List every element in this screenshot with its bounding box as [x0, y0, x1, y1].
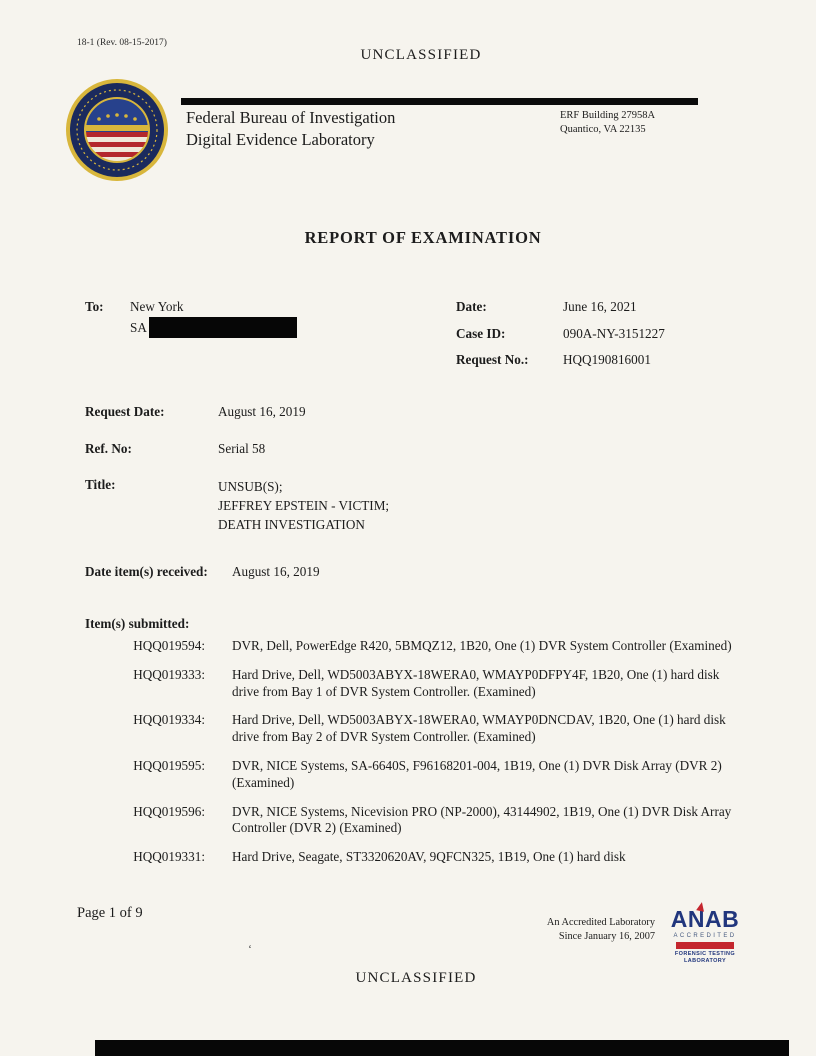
- division-name: Digital Evidence Laboratory: [186, 130, 375, 149]
- anab-accredited-label: ACCREDITED: [673, 933, 737, 939]
- header-rule: [181, 98, 698, 105]
- scan-artifact-mark: ‘: [248, 942, 252, 956]
- anab-flame-icon: [696, 901, 706, 911]
- case-id-label: Case ID:: [456, 326, 506, 341]
- fbi-seal-icon: [65, 78, 169, 182]
- page-number: Page 1 of 9: [77, 905, 143, 921]
- form-number: 18-1 (Rev. 08-15-2017): [77, 38, 167, 48]
- item-row: [85, 712, 735, 746]
- item-description: Hard Drive, Dell, WD5003ABYX-18WERA0, WMAYP0DFPY4F, 1B20, One (1) hard disk drive from Bay 1 of DVR System Controller. (Examined): [232, 666, 720, 699]
- report-title: [0, 228, 816, 248]
- item-id: HQQ019334:: [133, 712, 205, 728]
- classification-footer-text: UNCLASSIFIED: [355, 970, 477, 986]
- accreditation-note: [470, 916, 655, 944]
- item-description: Hard Drive, Dell, WD5003ABYX-18WERA0, WMAYP0DNCDAV, 1B20, One (1) hard disk drive from Bay 2 of DVR System Controller. (Examined): [232, 712, 726, 745]
- anab-logo: [661, 906, 749, 964]
- item-description: DVR, NICE Systems, SA-6640S, F96168201-004, 1B19, One (1) DVR Disk Array (DVR 2) (Examined): [232, 757, 722, 790]
- lab-address-line1: ERF Building 27958A: [560, 110, 656, 121]
- request-no-label: Request No.:: [456, 352, 529, 367]
- case-title-line1: UNSUB(S);: [218, 479, 283, 494]
- case-title-line2: JEFFREY EPSTEIN - VICTIM;: [218, 498, 390, 514]
- agency-name: Federal Bureau of Investigation: [186, 108, 396, 127]
- item-row: [85, 849, 735, 866]
- report-title-text: REPORT OF EXAMINATION: [304, 228, 542, 247]
- ref-no-value: Serial 58: [218, 441, 266, 456]
- item-row: [85, 804, 735, 838]
- request-date-value: August 16, 2019: [218, 404, 306, 419]
- to-label: To:: [85, 299, 104, 314]
- case-title-line3: DEATH INVESTIGATION: [218, 517, 365, 533]
- lab-address: [560, 109, 655, 136]
- classification-footer: [0, 970, 816, 987]
- item-row: [85, 758, 735, 792]
- accreditation-line1: An Accredited Laboratory: [546, 917, 655, 928]
- item-id: HQQ019594:: [133, 638, 205, 653]
- date-label: Date:: [456, 299, 487, 314]
- item-row: [85, 667, 735, 701]
- item-description: Hard Drive, Seagate, ST3320620AV, 9QFCN325, 1B19, One (1) hard disk: [232, 849, 626, 865]
- item-id: HQQ019333:: [133, 666, 205, 682]
- anab-name: ANAB: [670, 906, 740, 932]
- item-id: HQQ019595:: [133, 757, 205, 773]
- case-id-value: 090A-NY-3151227: [563, 326, 665, 341]
- items-submitted-heading: Item(s) submitted:: [85, 616, 190, 631]
- case-title: [218, 477, 389, 535]
- date-received-value: August 16, 2019: [232, 564, 320, 579]
- item-id: HQQ019331:: [133, 849, 205, 865]
- item-row: [85, 638, 735, 655]
- anab-dept-line2: LABORATORY: [683, 957, 727, 964]
- ref-no-label: Ref. No:: [85, 441, 132, 456]
- item-id: HQQ019596:: [133, 803, 205, 819]
- request-no-value: HQQ190816001: [563, 352, 651, 367]
- to-office: New York: [130, 299, 184, 314]
- items-list: [85, 638, 735, 878]
- anab-red-bar: [676, 942, 734, 949]
- item-description: DVR, Dell, PowerEdge R420, 5BMQZ12, 1B20, One (1) DVR System Controller (Examined): [232, 638, 732, 653]
- lab-address-line2: Quantico, VA 22135: [560, 123, 646, 135]
- redaction-bar: [149, 317, 297, 338]
- classification-header-text: UNCLASSIFIED: [360, 47, 482, 63]
- anab-dept-line1: FORENSIC TESTING: [674, 951, 736, 957]
- request-date-label: Request Date:: [85, 404, 165, 419]
- scan-artifact-bar: [95, 1040, 789, 1056]
- date-value: June 16, 2021: [563, 299, 637, 314]
- agent-prefix: SA: [130, 320, 147, 335]
- date-received-label: Date item(s) received:: [85, 564, 208, 579]
- item-description: DVR, NICE Systems, Nicevision PRO (NP-2000), 43144902, 1B19, One (1) DVR Disk Array Controller (DVR 2) (Examined): [232, 803, 732, 836]
- title-label: Title:: [85, 477, 116, 492]
- anab-dept-label: [661, 951, 749, 964]
- classification-header: [0, 47, 816, 64]
- accreditation-line2: Since January 16, 2007: [558, 930, 655, 942]
